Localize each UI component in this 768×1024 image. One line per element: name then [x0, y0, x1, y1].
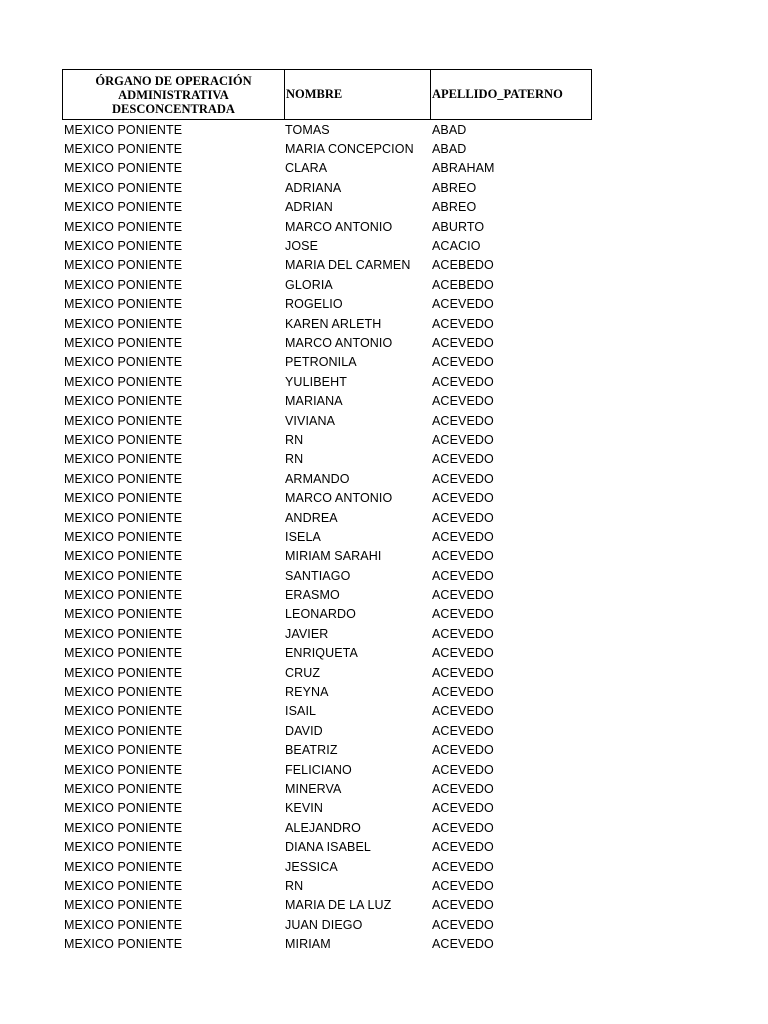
header-apellido-paterno: APELLIDO_PATERNO [432, 87, 563, 101]
cell-nombre: FELICIANO [285, 762, 352, 777]
cell-organo: MEXICO PONIENTE [64, 277, 183, 292]
cell-apellido-paterno: ACEVEDO [432, 491, 494, 506]
cell-nombre: JOSE [285, 239, 319, 254]
table-row [62, 508, 592, 527]
table-row [62, 876, 592, 895]
cell-apellido-paterno: ACEVEDO [432, 394, 494, 409]
table-row [62, 488, 592, 507]
cell-organo: MEXICO PONIENTE [64, 510, 183, 525]
cell-organo: MEXICO PONIENTE [64, 200, 183, 215]
table-row [62, 236, 592, 255]
table-row [62, 314, 592, 333]
table-row [62, 721, 592, 740]
table-row [62, 934, 592, 953]
cell-nombre: ANDREA [285, 510, 338, 525]
cell-organo: MEXICO PONIENTE [64, 122, 183, 137]
table-row [62, 333, 592, 352]
cell-nombre: KEVIN [285, 801, 324, 816]
cell-organo: MEXICO PONIENTE [64, 549, 183, 564]
cell-apellido-paterno: ACEVEDO [432, 413, 494, 428]
cell-organo: MEXICO PONIENTE [64, 898, 183, 913]
cell-apellido-paterno: ABREO [432, 200, 477, 215]
cell-apellido-paterno: ABURTO [432, 219, 485, 234]
cell-organo: MEXICO PONIENTE [64, 588, 183, 603]
cell-organo: MEXICO PONIENTE [64, 471, 183, 486]
cell-apellido-paterno: ABAD [432, 142, 467, 157]
cell-organo: MEXICO PONIENTE [64, 762, 183, 777]
cell-organo: MEXICO PONIENTE [64, 840, 183, 855]
table-row [62, 741, 592, 760]
table-row [62, 566, 592, 585]
cell-organo: MEXICO PONIENTE [64, 937, 183, 952]
cell-nombre: DAVID [285, 723, 323, 738]
cell-organo: MEXICO PONIENTE [64, 626, 183, 641]
cell-apellido-paterno: ACEVEDO [432, 335, 494, 350]
table-row [62, 818, 592, 837]
cell-nombre: ROGELIO [285, 297, 343, 312]
table-row [62, 120, 592, 139]
table-row [62, 372, 592, 391]
cell-apellido-paterno: ACEVEDO [432, 510, 494, 525]
cell-apellido-paterno: ACEVEDO [432, 723, 494, 738]
cell-nombre: ARMANDO [285, 471, 350, 486]
cell-nombre: CRUZ [285, 665, 321, 680]
cell-organo: MEXICO PONIENTE [64, 258, 183, 273]
cell-apellido-paterno: ABRAHAM [432, 161, 495, 176]
table-row [62, 527, 592, 546]
cell-organo: MEXICO PONIENTE [64, 219, 183, 234]
header-organo: ÓRGANO DE OPERACIÓN ADMINISTRATIVA DESCONCENTRADA [63, 70, 285, 119]
cell-nombre: MARCO ANTONIO [285, 491, 393, 506]
cell-nombre: SANTIAGO [285, 568, 351, 583]
table-row [62, 896, 592, 915]
cell-apellido-paterno: ACEVEDO [432, 704, 494, 719]
cell-organo: MEXICO PONIENTE [64, 297, 183, 312]
cell-nombre: ENRIQUETA [285, 646, 358, 661]
cell-nombre: KAREN ARLETH [285, 316, 382, 331]
cell-nombre: BEATRIZ [285, 743, 338, 758]
cell-nombre: JUAN DIEGO [285, 917, 363, 932]
cell-nombre: MARCO ANTONIO [285, 335, 393, 350]
cell-organo: MEXICO PONIENTE [64, 161, 183, 176]
cell-apellido-paterno: ACEVEDO [432, 646, 494, 661]
cell-apellido-paterno: ACEVEDO [432, 937, 494, 952]
cell-nombre: MARIANA [285, 394, 343, 409]
table-row [62, 682, 592, 701]
cell-organo: MEXICO PONIENTE [64, 316, 183, 331]
cell-organo: MEXICO PONIENTE [64, 374, 183, 389]
cell-apellido-paterno: ABAD [432, 122, 467, 137]
cell-organo: MEXICO PONIENTE [64, 529, 183, 544]
cell-nombre: VIVIANA [285, 413, 336, 428]
cell-organo: MEXICO PONIENTE [64, 878, 183, 893]
cell-organo: MEXICO PONIENTE [64, 917, 183, 932]
cell-apellido-paterno: ACEVEDO [432, 432, 494, 447]
cell-organo: MEXICO PONIENTE [64, 685, 183, 700]
cell-nombre: DIANA ISABEL [285, 840, 371, 855]
cell-nombre: ADRIAN [285, 200, 333, 215]
cell-nombre: MINERVA [285, 781, 342, 796]
cell-apellido-paterno: ACEVEDO [432, 529, 494, 544]
table-row [62, 585, 592, 604]
cell-organo: MEXICO PONIENTE [64, 781, 183, 796]
cell-apellido-paterno: ACEVEDO [432, 685, 494, 700]
cell-nombre: RN [285, 452, 304, 467]
cell-nombre: ERASMO [285, 588, 340, 603]
table-row [62, 198, 592, 217]
cell-organo: MEXICO PONIENTE [64, 859, 183, 874]
table-row [62, 779, 592, 798]
cell-organo: MEXICO PONIENTE [64, 335, 183, 350]
cell-apellido-paterno: ACEVEDO [432, 452, 494, 467]
table-row [62, 644, 592, 663]
cell-nombre: MARIA DE LA LUZ [285, 898, 392, 913]
table-row [62, 915, 592, 934]
cell-apellido-paterno: ACEVEDO [432, 743, 494, 758]
table-row [62, 799, 592, 818]
table-row [62, 391, 592, 410]
table-header [62, 69, 592, 120]
cell-nombre: MIRIAM SARAHI [285, 549, 382, 564]
cell-apellido-paterno: ACEVEDO [432, 549, 494, 564]
cell-organo: MEXICO PONIENTE [64, 820, 183, 835]
cell-organo: MEXICO PONIENTE [64, 491, 183, 506]
cell-organo: MEXICO PONIENTE [64, 704, 183, 719]
cell-organo: MEXICO PONIENTE [64, 142, 183, 157]
cell-apellido-paterno: ACEBEDO [432, 258, 494, 273]
cell-nombre: ALEJANDRO [285, 820, 361, 835]
table-row [62, 624, 592, 643]
cell-apellido-paterno: ACEVEDO [432, 801, 494, 816]
cell-organo: MEXICO PONIENTE [64, 607, 183, 622]
table-row [62, 411, 592, 430]
cell-nombre: ISELA [285, 529, 321, 544]
table-row [62, 857, 592, 876]
header-nombre: NOMBRE [285, 70, 431, 119]
table-row [62, 275, 592, 294]
cell-apellido-paterno: ACEVEDO [432, 471, 494, 486]
cell-nombre: GLORIA [285, 277, 333, 292]
cell-organo: MEXICO PONIENTE [64, 355, 183, 370]
cell-nombre: MIRIAM [285, 937, 331, 952]
cell-nombre: MARIA DEL CARMEN [285, 258, 411, 273]
cell-organo: MEXICO PONIENTE [64, 413, 183, 428]
table-row [62, 217, 592, 236]
cell-nombre: ISAIL [285, 704, 317, 719]
cell-nombre: REYNA [285, 685, 329, 700]
cell-organo: MEXICO PONIENTE [64, 239, 183, 254]
cell-nombre: MARCO ANTONIO [285, 219, 393, 234]
cell-apellido-paterno: ACEVEDO [432, 917, 494, 932]
cell-nombre: RN [285, 432, 304, 447]
cell-apellido-paterno: ACEVEDO [432, 297, 494, 312]
cell-nombre: TOMAS [285, 122, 330, 137]
cell-apellido-paterno: ABREO [432, 180, 477, 195]
cell-organo: MEXICO PONIENTE [64, 646, 183, 661]
cell-organo: MEXICO PONIENTE [64, 180, 183, 195]
cell-apellido-paterno: ACEBEDO [432, 277, 494, 292]
cell-nombre: JAVIER [285, 626, 329, 641]
cell-organo: MEXICO PONIENTE [64, 568, 183, 583]
cell-nombre: CLARA [285, 161, 328, 176]
cell-nombre: ADRIANA [285, 180, 342, 195]
table-row [62, 663, 592, 682]
cell-apellido-paterno: ACEVEDO [432, 374, 494, 389]
cell-apellido-paterno: ACEVEDO [432, 355, 494, 370]
cell-apellido-paterno: ACEVEDO [432, 781, 494, 796]
table-row [62, 295, 592, 314]
table-row [62, 605, 592, 624]
table-row [62, 430, 592, 449]
cell-apellido-paterno: ACEVEDO [432, 840, 494, 855]
cell-apellido-paterno: ACEVEDO [432, 588, 494, 603]
cell-apellido-paterno: ACEVEDO [432, 626, 494, 641]
table-row [62, 353, 592, 372]
table-row [62, 178, 592, 197]
data-table [62, 69, 592, 954]
table-row [62, 702, 592, 721]
cell-apellido-paterno: ACEVEDO [432, 820, 494, 835]
cell-apellido-paterno: ACEVEDO [432, 762, 494, 777]
cell-nombre: LEONARDO [285, 607, 356, 622]
cell-organo: MEXICO PONIENTE [64, 432, 183, 447]
table-body [62, 120, 592, 954]
cell-nombre: PETRONILA [285, 355, 357, 370]
cell-nombre: RN [285, 878, 304, 893]
table-row [62, 547, 592, 566]
cell-organo: MEXICO PONIENTE [64, 452, 183, 467]
cell-organo: MEXICO PONIENTE [64, 394, 183, 409]
cell-apellido-paterno: ACEVEDO [432, 316, 494, 331]
cell-nombre: YULIBEHT [285, 374, 347, 389]
table-row [62, 450, 592, 469]
cell-apellido-paterno: ACEVEDO [432, 568, 494, 583]
table-row [62, 159, 592, 178]
table-row [62, 760, 592, 779]
cell-organo: MEXICO PONIENTE [64, 665, 183, 680]
cell-apellido-paterno: ACEVEDO [432, 607, 494, 622]
table-row [62, 256, 592, 275]
table-row [62, 139, 592, 158]
cell-nombre: JESSICA [285, 859, 338, 874]
cell-organo: MEXICO PONIENTE [64, 801, 183, 816]
table-row [62, 469, 592, 488]
table-row [62, 837, 592, 856]
cell-apellido-paterno: ACEVEDO [432, 665, 494, 680]
cell-apellido-paterno: ACEVEDO [432, 878, 494, 893]
cell-organo: MEXICO PONIENTE [64, 743, 183, 758]
cell-apellido-paterno: ACEVEDO [432, 859, 494, 874]
cell-organo: MEXICO PONIENTE [64, 723, 183, 738]
cell-apellido-paterno: ACACIO [432, 239, 481, 254]
cell-apellido-paterno: ACEVEDO [432, 898, 494, 913]
cell-nombre: MARIA CONCEPCION [285, 142, 414, 157]
